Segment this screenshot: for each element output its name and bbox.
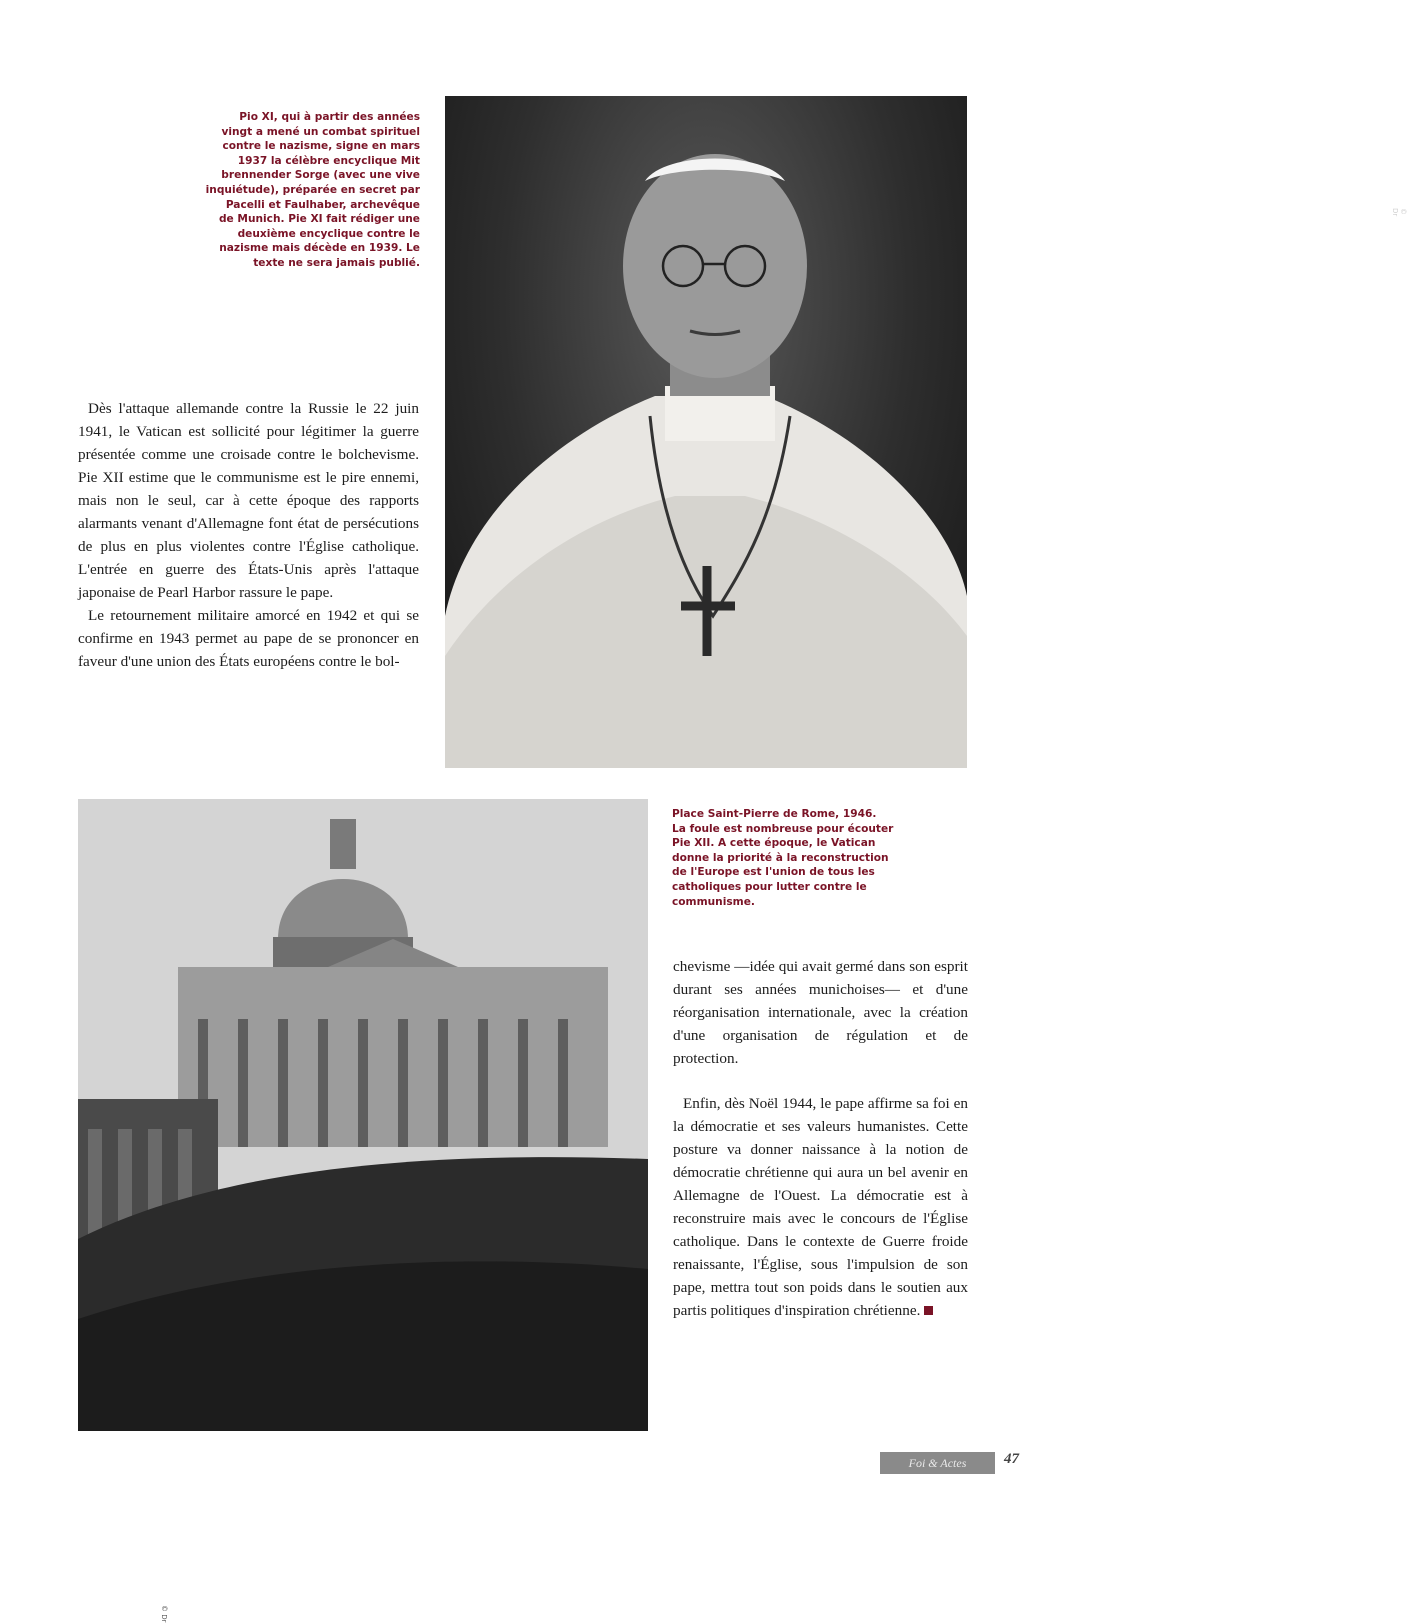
paragraph — [673, 1092, 968, 1322]
caption-pius-xi — [168, 110, 420, 271]
caption-line: Pio XI, qui à partir des années — [239, 111, 420, 123]
caption-line: catholiques pour lutter contre le — [672, 880, 867, 893]
paragraph: Dès l'attaque allemande contre la Russie le 22 juin 1941, le Vatican est sollicité pour légitimer la guerre présentée comme une croisade contre le bolchevisme. Pie XII estime que le communisme est le pire ennemi, mais non le seul, car à cette époque des rapports alarmants venant d'Allemagne font état de persécutions de plus en plus violentes contre l'Église catholique. L'entrée en guerre des États-Unis après l'attaque japonaise de Pearl Harbor rassure le pape. — [78, 400, 419, 601]
saint-peter-square-photo — [78, 799, 648, 1623]
paragraph-text: Enfin, dès Noël 1944, le pape affirme sa foi en la démocratie et ses valeurs humanistes. Cette posture va donner naissance à la notion de démocratie chrétienne qui aura un bel avenir en Allemagne de l'Ouest. La démocratie est à reconstruire mais avec le concours de l'Église catholique. Dans le contexte de Guerre froide renaissante, l'Église, sous l'impulsion de son pape, mettra tout son poids dans le soutien aux partis politiques d'inspiration chrétienne. — [673, 1095, 968, 1319]
footer-section-label: Foi & Actes — [880, 1452, 995, 1474]
caption-line: inquiétude), préparée en secret par — [205, 183, 420, 196]
caption-line: contre le nazisme, signe en mars — [222, 140, 420, 153]
caption-line: nazisme mais décède en 1939. Le — [219, 242, 420, 255]
caption-line: vingt a mené un combat spirituel — [221, 125, 420, 138]
caption-line: La foule est nombreuse pour écouter — [672, 822, 894, 835]
caption-line: Pie XII. A cette époque, le Vatican — [672, 837, 876, 850]
caption-line: de Munich. Pie XI fait rédiger une — [218, 213, 420, 226]
page-number: 47 — [1004, 1451, 1019, 1467]
paragraph: chevisme —idée qui avait germé dans son esprit durant ses années munichoises— et d'une réorganisation internationale, avec la création d'une organisation de régulation et de protection. — [673, 958, 968, 1067]
basilica-illustration — [78, 799, 648, 1431]
body-column-left — [78, 397, 419, 673]
caption-line: communisme. — [672, 895, 755, 908]
caption-line: deuxième encyclique contre le — [237, 227, 420, 240]
photo-credit: © Dr — [160, 1605, 168, 1623]
caption-saint-pierre — [672, 807, 962, 909]
end-of-article-mark — [924, 1306, 933, 1315]
caption-line: texte ne sera jamais publié. — [253, 256, 420, 269]
pius-xi-portrait — [445, 96, 1407, 768]
portrait-illustration — [445, 96, 967, 768]
caption-line: Place Saint-Pierre de Rome, 1946. — [672, 808, 877, 820]
caption-line: brennender Sorge (avec une vive — [221, 169, 420, 182]
paragraph: Le retournement militaire amorcé en 1942 et qui se confirme en 1943 permet au pape de se prononcer en faveur d'une union des États européens contre le bol- — [78, 607, 419, 670]
caption-line: donne la priorité à la reconstruction — [672, 851, 889, 864]
caption-line: de l'Europe est l'union de tous les — [672, 866, 875, 879]
caption-line: 1937 la célèbre encyclique Mit — [237, 154, 420, 167]
photo-credit: © Dr — [1391, 208, 1407, 217]
body-column-right — [673, 955, 968, 1322]
caption-line: Pacelli et Faulhaber, archevêque — [225, 198, 420, 211]
